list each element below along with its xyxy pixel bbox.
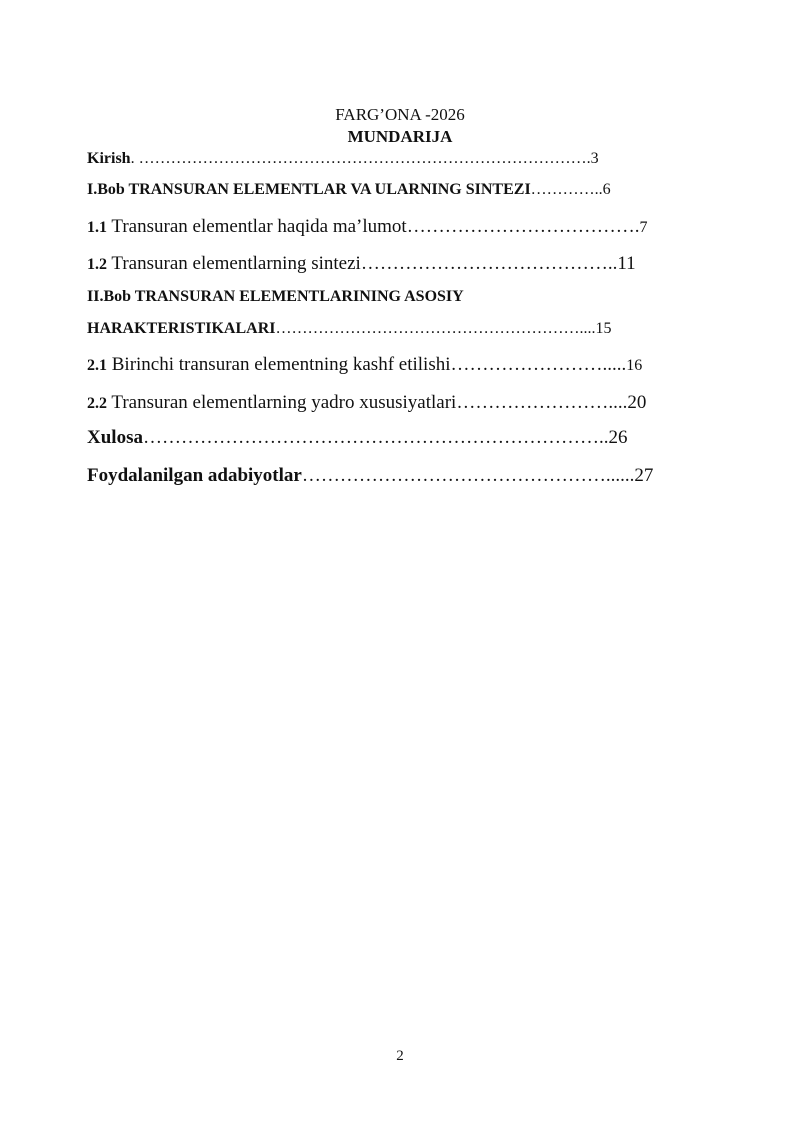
toc-entry-title: Transuran elementlarning sintezi [107,254,361,273]
toc-entry-1-1 [87,217,720,236]
toc-entry-number: 1.2 [87,256,107,273]
toc-page-number: 15 [595,321,612,337]
toc-entry-title: Kirish [87,151,131,167]
toc-entry-2-2 [87,393,720,412]
toc-page-number: 26 [608,428,628,447]
toc-entry-number: 2.2 [87,395,107,412]
toc-leader-dots: ………………………………………………….... [275,321,596,337]
toc-entry-title: Transuran elementlarning yadro xususiyatlari [107,393,457,412]
toc-entry-title: Xulosa [87,428,143,447]
toc-leader-dots: …………………………………………...... [301,466,635,485]
toc-leader-dots: ………….. [530,182,603,198]
toc-leader-dots: ……………………………………………………………….. [142,428,609,447]
toc-entry-number: 1.1 [87,219,107,236]
toc-entry-title: HARAKTERISTIKALARI [87,321,276,337]
toc-leader-dots: ………………………………. [406,217,640,236]
toc-page-number: 6 [602,182,611,198]
toc-page-number: 27 [634,466,654,485]
toc-entry-1-2 [87,254,720,273]
toc-entry-chapter-2 [87,289,720,305]
toc-entry-title: I.Bob TRANSURAN ELEMENTLAR VA ULARNING SINTEZI [87,182,531,198]
toc-page-number: 3 [590,151,599,167]
toc-leader-dots: . …………………………………………………………………………. [130,151,591,167]
city-year-line: FARG’ONA -2026 [335,105,465,124]
toc-entry-chapter-2-continued [87,321,720,337]
toc-leader-dots: ……………………..... [450,355,627,374]
toc-page-number: 7 [639,219,648,236]
toc-entry-title: II.Bob TRANSURAN ELEMENTLARINING ASOSIY [87,289,464,305]
toc-entry-chapter-1 [87,182,720,198]
toc-page-number: 11 [617,254,636,273]
page-number: 2 [396,1048,404,1064]
toc-leader-dots: …………………….... [456,393,628,412]
toc-entry-number: 2.1 [87,357,107,374]
toc-entry-title: Birinchi transuran elementning kashf etilishi [107,355,451,374]
toc-entry-2-1 [87,355,720,374]
toc-leader-dots: ………………………………….. [360,254,618,273]
toc-entry-xulosa [87,428,720,447]
toc-entry-kirish [87,151,720,167]
toc-page-number: 16 [626,357,643,374]
toc-page-number: 20 [627,393,647,412]
toc-heading: MUNDARIJA [347,127,453,146]
toc-entry-title: Foydalanilgan adabiyotlar [87,466,302,485]
toc-entry-title: Transuran elementlar haqida ma’lumot [107,217,407,236]
toc-entry-bibliography [87,466,720,485]
